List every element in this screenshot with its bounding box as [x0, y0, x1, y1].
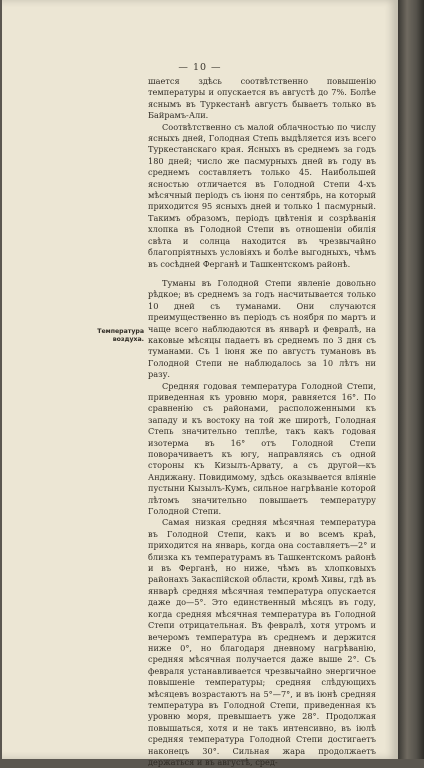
paragraph-5: Самая низкая средняя мѣсячная температура въ Голодной Степи, какъ и во всемъ краѣ, приходится на январь, когда она составляетъ—2° и близка къ температурамъ въ Ташкентскомъ районѣ и въ Ферганѣ, но ниже, чѣмъ въ хлопковыхъ районахъ Закаспійской области, кромѣ Хивы, гдѣ въ январѣ средняя мѣсячная температура опускается даже до—5°. Это единственный мѣсяцъ въ году, когда средняя мѣсячная температура въ Голодной Степи отрицательная. Въ февралѣ, хотя утромъ и вечеромъ температура въ среднемъ и держится ниже 0°, но благодаря дневному нагрѣванію, средняя мѣсячная получается даже выше 2°. Съ февраля устанавливается чрезвычайно энергичное повышеніе температуры; средняя слѣдующихъ мѣсяцевъ возрастаютъ на 5°—7°, и въ іюнѣ средняя температура въ Голодной Степи, приведенная къ уровню моря, превышаетъ уже 28°. Продолжая повышаться, хотя и не такъ интенсивно, въ іюлѣ средняя температура Голодной Степи достигаетъ наконецъ 30°. Сильная жара продолжаетъ держаться и въ августѣ, сред-	[148, 517, 376, 767]
body-text	[148, 76, 376, 768]
book-page	[2, 0, 398, 767]
paragraph-4: Средняя годовая температура Голодной Степи, приведенная къ уровню моря, равняется 16°. По сравненію съ районами, расположенными къ западу и къ востоку на той же широтѣ, Голодная Степь значительно теплѣе, такъ какъ годовая изотерма въ 16° отъ Голодной Степи поворачиваетъ къ югу, направляясь съ одной стороны къ Кизылъ-Арвату, а съ другой—къ Андижану. Повидимому, здѣсь оказывается вліяніе пустыни Кызылъ-Кумъ, сильное нагрѣваніе которой лѣтомъ значительно повышаетъ температуру Голодной Степи.	[148, 380, 376, 517]
page-number: — 10 —	[178, 62, 222, 73]
paragraph-2: Соотвѣтственно съ малой облачностью по числу ясныхъ дней, Голодная Степь выдѣляется изъ всего Туркестанскаго края. Ясныхъ въ среднемъ за годъ 180 дней; число же пасмурныхъ дней въ году въ среднемъ составляетъ только 45. Наибольшей ясностью отличается въ Голодной Степи 4-хъ мѣсячный періодъ съ іюня по сентябрь, на который приходится 95 ясныхъ дней и только 1 пасмурный. Такимъ образомъ, періодъ цвѣтенія и созрѣванія хлопка въ Голодной Степи въ отношеніи обилія свѣта и солнца находится въ чрезвычайно благопріятныхъ условіяхъ и болѣе выгодныхъ, чѣмъ въ сосѣдней Ферганѣ и Ташкентскомъ районѣ.	[148, 121, 376, 269]
book-page-edge	[398, 0, 424, 759]
paragraph-1: шается здѣсь соотвѣтственно повышенію температуры и опускается въ августѣ до 7%. Болѣе яснымъ въ Туркестанѣ августъ бываетъ только въ Байрамъ-Али.	[148, 76, 376, 121]
paragraph-3: Туманы въ Голодной Степи явленіе довольно рѣдкое; въ среднемъ за годъ насчитывается только 10 дней съ туманами. Они случаются преимущественно въ періодъ съ ноября по мартъ и чаще всего наблюдаются въ январѣ и февралѣ, на каковые мѣсяцы падаетъ въ среднемъ по 3 дня съ туманами. Съ 1 іюня же по августъ тумановъ въ Голодной Степи не наблюдалось за 10 лѣтъ ни разу.	[148, 277, 376, 380]
marginal-note: Температура воздуха.	[97, 328, 144, 343]
